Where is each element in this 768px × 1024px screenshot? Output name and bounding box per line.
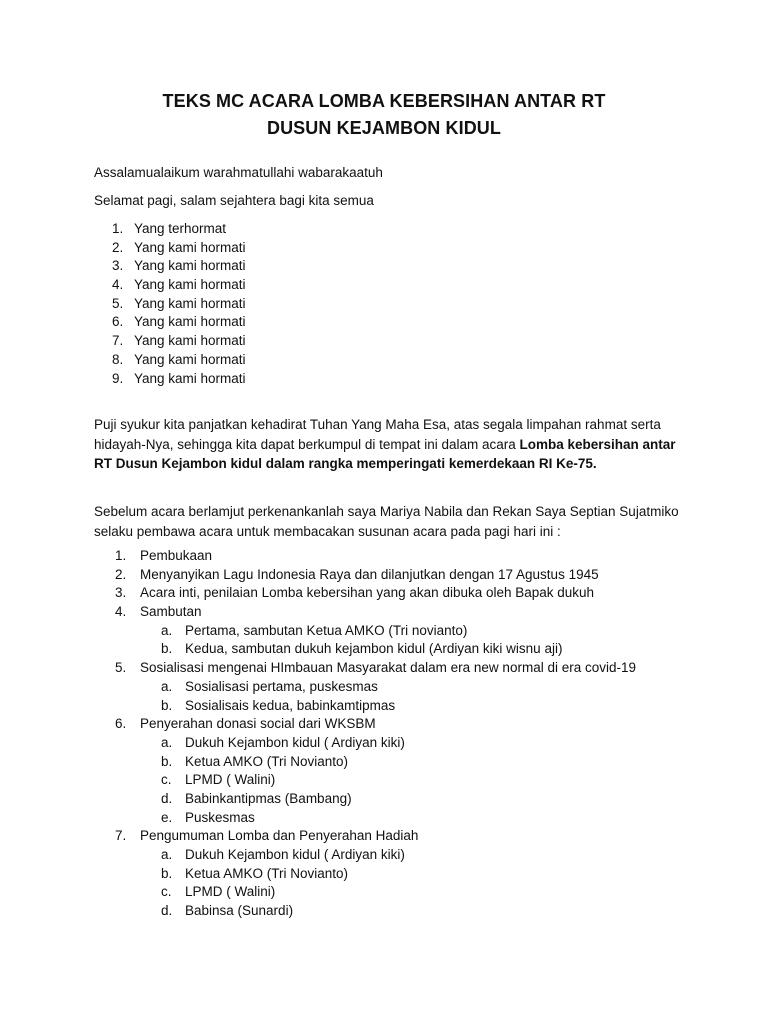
agenda-text: Pengumuman Lomba dan Penyerahan Hadiah (140, 828, 419, 844)
agenda-number: 6. (115, 716, 127, 732)
agenda-list (115, 547, 636, 921)
honorific-list (112, 220, 246, 388)
greeting-pagi: Selamat pagi, salam sejahtera bagi kita semua (94, 193, 374, 208)
agenda-number: 2. (115, 566, 127, 582)
agenda-text: Acara inti, penilaian Lomba kebersihan yang akan dibuka oleh Bapak dukuh (140, 585, 595, 601)
agenda-sublist (115, 678, 636, 715)
honorific-number: 2. (112, 239, 124, 255)
honorific-item (112, 332, 246, 351)
agenda-subitem (161, 771, 636, 790)
agenda-subitem-text: LPMD ( Walini) (185, 772, 276, 788)
agenda-number: 3. (115, 585, 127, 601)
agenda-text: Sambutan (140, 604, 202, 620)
agenda-item (115, 547, 636, 566)
agenda-subitem (161, 734, 636, 753)
agenda-item (115, 566, 636, 585)
honorific-text: Yang kami hormati (134, 277, 246, 293)
agenda-subitem-text: Ketua AMKO (Tri Novianto) (185, 865, 349, 881)
agenda-subitem (161, 697, 636, 716)
honorific-item (112, 276, 246, 295)
agenda-subitem-letter: d. (161, 790, 173, 806)
agenda-item (115, 584, 636, 603)
agenda-subitem (161, 902, 636, 921)
agenda-subitem-text: Babinkantipmas (Bambang) (185, 790, 352, 806)
agenda-number: 4. (115, 604, 127, 620)
agenda-subitem-letter: a. (161, 734, 173, 750)
event-name-bold: Lomba kebersihan antar RT Dusun Kejambon kidul dalam rangka memperingati kemerdekaan RI Ke-75. (94, 436, 676, 471)
document-title-line-1: TEKS MC ACARA LOMBA KEBERSIHAN ANTAR RT (162, 91, 606, 111)
agenda-subitem-letter: b. (161, 753, 173, 769)
agenda-sublist (115, 622, 636, 659)
agenda-subitem-text: Dukuh Kejambon kidul ( Ardiyan kiki) (185, 847, 405, 862)
agenda-subitem-text: Babinsa (Sunardi) (185, 903, 294, 919)
opening-paragraph-text: Puji syukur kita panjatkan kehadirat Tuhan Yang Maha Esa, atas segala limpahan rahmat serta hidayah-Nya, sehingga kita dapat berkumpul di tempat ini dalam acara (94, 417, 661, 452)
honorific-text: Yang kami hormati (134, 258, 246, 274)
agenda-text: Sosialisasi mengenai HImbauan Masyarakat dalam era new normal di era covid-19 (140, 660, 636, 676)
honorific-text: Yang kami hormati (134, 333, 246, 349)
agenda-text: Penyerahan donasi social dari WKSBM (140, 716, 376, 732)
agenda-text: Pembukaan (140, 548, 213, 563)
agenda-subitem-text: Ketua AMKO (Tri Novianto) (185, 753, 349, 769)
agenda-subitem-text: Sosialisais kedua, babinkamtipmas (185, 697, 396, 713)
honorific-text: Yang kami hormati (134, 351, 246, 367)
honorific-number: 7. (112, 333, 124, 349)
agenda-subitem-letter: a. (161, 678, 173, 694)
document-title-line-2: DUSUN KEJAMBON KIDUL (266, 118, 501, 138)
honorific-item (112, 351, 246, 370)
agenda-sublist (115, 846, 636, 921)
honorific-text: Yang kami hormati (134, 314, 246, 330)
agenda-subitem-letter: c. (161, 772, 172, 788)
agenda-subitem (161, 622, 636, 641)
agenda-subitem-letter: a. (161, 847, 173, 862)
agenda-subitem-letter: b. (161, 865, 173, 881)
agenda-subitem (161, 678, 636, 697)
honorific-text: Yang kami hormati (134, 370, 246, 386)
honorific-text: Yang kami hormati (134, 295, 246, 311)
agenda-item (115, 715, 636, 827)
agenda-subitem (161, 640, 636, 659)
agenda-subitem-letter: a. (161, 622, 173, 638)
agenda-number: 7. (115, 828, 127, 844)
agenda-number: 1. (115, 548, 127, 563)
honorific-number: 9. (112, 370, 124, 386)
mc-intro-paragraph: Sebelum acara berlamjut perkenankanlah saya Mariya Nabila dan Rekan Saya Septian Sujatmiko selaku pembawa acara untuk membacakan susunan acara pada pagi hari ini : (94, 504, 679, 539)
honorific-number: 4. (112, 277, 124, 293)
honorific-number: 1. (112, 221, 124, 236)
agenda-subitem-letter: e. (161, 809, 173, 825)
honorific-number: 8. (112, 351, 124, 367)
honorific-item (112, 370, 246, 389)
honorific-number: 6. (112, 314, 124, 330)
agenda-item (115, 659, 636, 715)
agenda-subitem-letter: b. (161, 697, 173, 713)
agenda-subitem-text: Kedua, sambutan dukuh kejambon kidul (Ardiyan kiki wisnu aji) (185, 641, 563, 657)
honorific-text: Yang terhormat (134, 221, 227, 236)
agenda-sublist (115, 734, 636, 827)
agenda-subitem-text: Dukuh Kejambon kidul ( Ardiyan kiki) (185, 734, 405, 750)
agenda-subitem (161, 790, 636, 809)
agenda-subitem-letter: c. (161, 884, 172, 900)
agenda-subitem-text: Sosialisasi pertama, puskesmas (185, 678, 378, 694)
agenda-subitem-letter: b. (161, 641, 173, 657)
honorific-item (112, 295, 246, 314)
agenda-subitem (161, 809, 636, 828)
greeting-salam: Assalamualaikum warahmatullahi wabarakaatuh (94, 165, 383, 180)
honorific-item (112, 220, 246, 239)
agenda-subitem (161, 846, 636, 865)
agenda-subitem-text: Pertama, sambutan Ketua AMKO (Tri novianto) (185, 622, 468, 638)
agenda-item (115, 827, 636, 920)
agenda-subitem-letter: d. (161, 903, 173, 919)
agenda-subitem (161, 883, 636, 902)
honorific-item (112, 257, 246, 276)
honorific-item (112, 239, 246, 258)
honorific-number: 5. (112, 295, 124, 311)
agenda-text: Menyanyikan Lagu Indonesia Raya dan dilanjutkan dengan 17 Agustus 1945 (140, 566, 599, 582)
agenda-subitem (161, 753, 636, 772)
agenda-item (115, 603, 636, 659)
honorific-item (112, 313, 246, 332)
agenda-subitem-text: LPMD ( Walini) (185, 884, 276, 900)
honorific-text: Yang kami hormati (134, 239, 246, 255)
agenda-subitem (161, 865, 636, 884)
honorific-number: 3. (112, 258, 124, 274)
agenda-subitem-text: Puskesmas (185, 809, 255, 825)
agenda-number: 5. (115, 660, 127, 676)
opening-paragraph (94, 415, 684, 474)
